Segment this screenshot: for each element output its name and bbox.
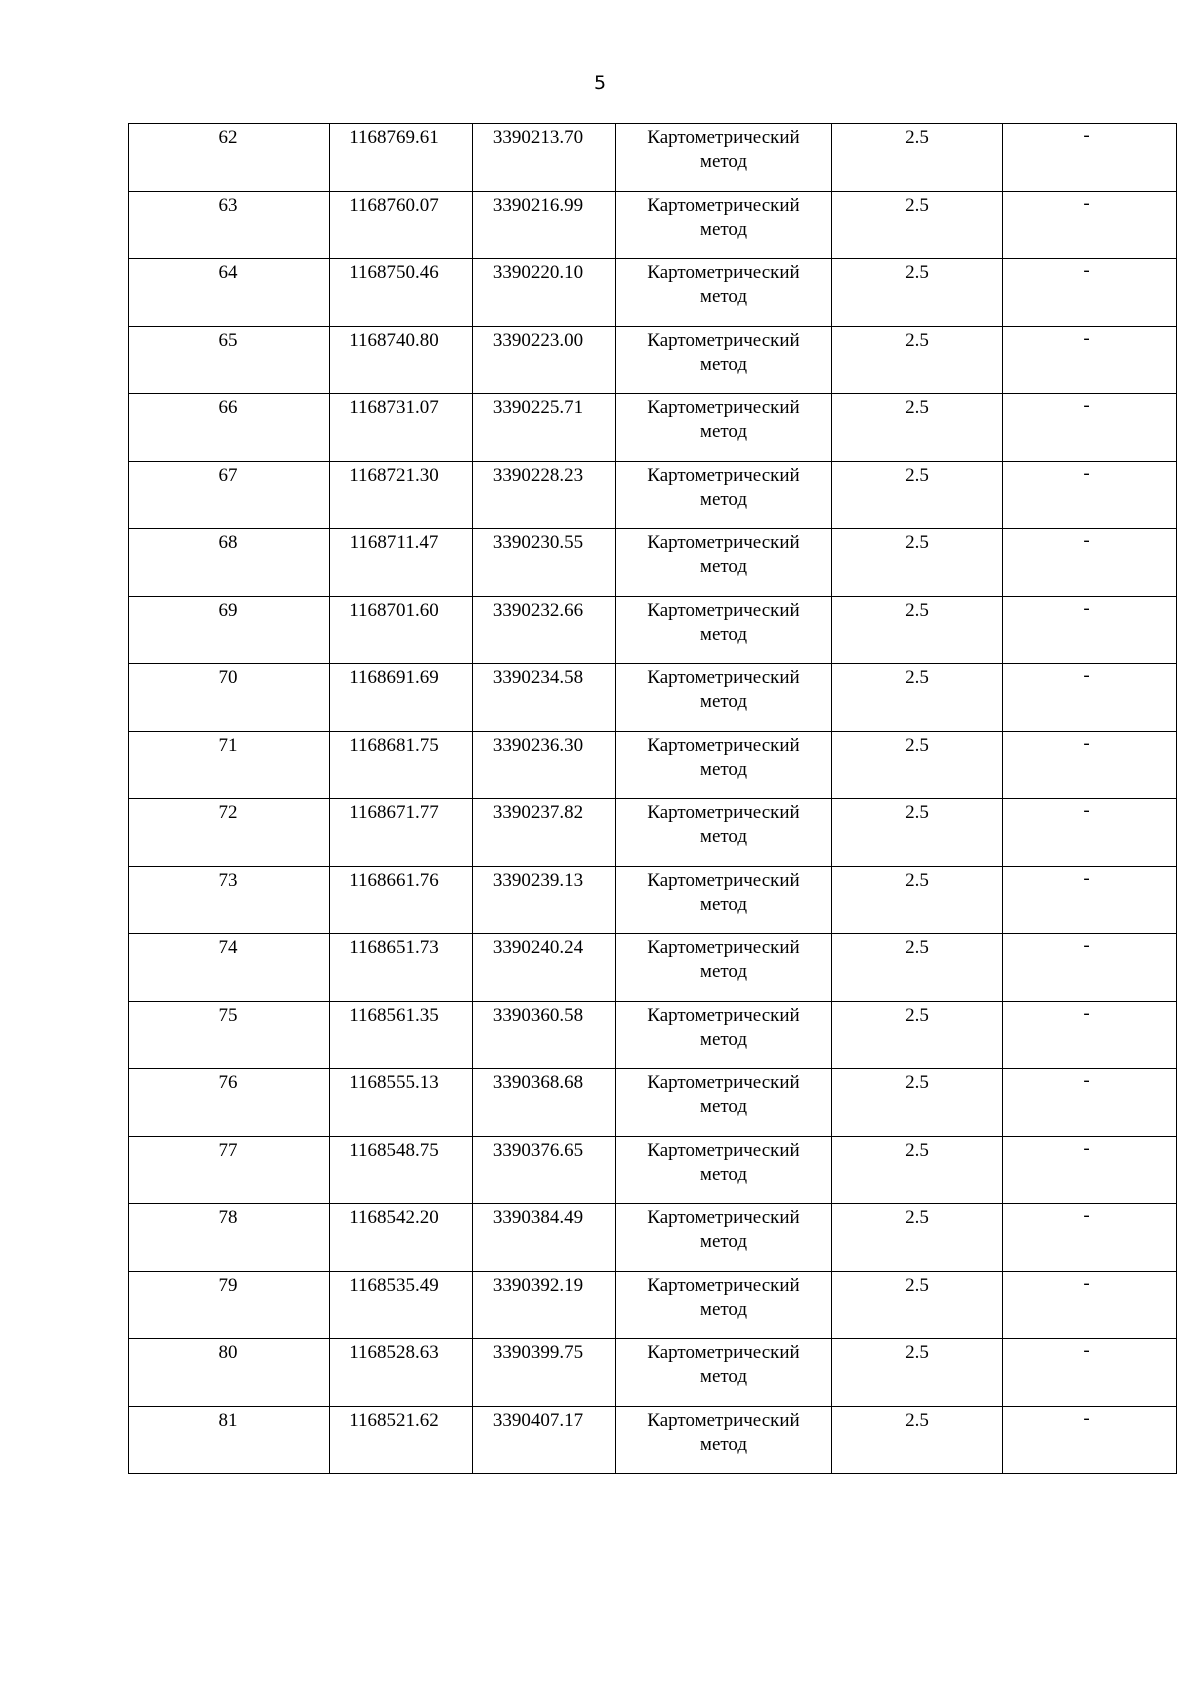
y-coordinate: 3390360.58 — [492, 1004, 584, 1026]
point-number: 70 — [218, 667, 238, 688]
method: Картометрический метод — [647, 464, 800, 510]
x-coordinate: 1168561.35 — [349, 1004, 439, 1026]
description: - — [1083, 1002, 1090, 1024]
point-number-cell — [129, 934, 330, 1002]
accuracy: 2.5 — [905, 1409, 929, 1431]
description-cell — [1003, 394, 1177, 462]
method: Картометрический метод — [647, 532, 800, 577]
point-number-cell — [129, 1406, 330, 1474]
x-coordinate: 1168760.07 — [349, 194, 439, 216]
accuracy: 2.5 — [905, 194, 929, 216]
accuracy-cell — [832, 934, 1003, 1002]
table-row — [129, 731, 1177, 799]
description: - — [1083, 395, 1090, 416]
description-cell — [1003, 124, 1177, 192]
x-coordinate-cell — [330, 259, 473, 327]
accuracy-cell — [832, 1406, 1003, 1474]
y-coordinate: 3390225.71 — [492, 397, 584, 418]
table-row — [129, 529, 1177, 597]
description: - — [1083, 530, 1090, 551]
method-cell — [616, 259, 832, 327]
accuracy-cell — [832, 259, 1003, 327]
method: Картометрический метод — [647, 734, 800, 780]
description-cell — [1003, 1271, 1177, 1339]
description: - — [1083, 597, 1090, 619]
method-cell — [616, 124, 832, 192]
x-coordinate: 1168555.13 — [349, 1072, 439, 1093]
accuracy-cell — [832, 596, 1003, 664]
description-cell — [1003, 1406, 1177, 1474]
description-cell — [1003, 1204, 1177, 1272]
y-coordinate: 3390228.23 — [492, 464, 584, 486]
table-row — [129, 1406, 1177, 1474]
method: Картометрический метод — [647, 1004, 800, 1050]
x-coordinate: 1168711.47 — [349, 532, 439, 553]
method-cell — [616, 326, 832, 394]
method-cell — [616, 799, 832, 867]
method-cell — [616, 1406, 832, 1474]
point-number: 76 — [218, 1072, 238, 1093]
description-cell — [1003, 731, 1177, 799]
point-number-cell — [129, 394, 330, 462]
description: - — [1083, 125, 1090, 146]
y-coordinate-cell — [473, 596, 616, 664]
point-number: 68 — [218, 532, 238, 553]
method: Картометрический метод — [647, 667, 800, 712]
accuracy-cell — [832, 731, 1003, 799]
x-coordinate: 1168535.49 — [349, 1274, 439, 1296]
x-coordinate: 1168651.73 — [349, 937, 439, 958]
point-number: 78 — [218, 1207, 238, 1228]
description: - — [1083, 867, 1090, 889]
page-number: 5 — [593, 72, 607, 94]
description-cell — [1003, 529, 1177, 597]
y-coordinate: 3390213.70 — [492, 127, 584, 148]
x-coordinate-cell — [330, 1406, 473, 1474]
point-number: 72 — [218, 802, 238, 823]
description: - — [1083, 800, 1090, 821]
method-cell — [616, 1204, 832, 1272]
point-number: 66 — [218, 397, 238, 418]
x-coordinate-cell — [330, 124, 473, 192]
point-number: 80 — [218, 1342, 238, 1363]
x-coordinate-cell — [330, 731, 473, 799]
y-coordinate: 3390232.66 — [492, 599, 584, 621]
x-coordinate: 1168521.62 — [349, 1409, 439, 1431]
method: Картометрический метод — [647, 1207, 800, 1252]
table-row — [129, 664, 1177, 732]
method-cell — [616, 1001, 832, 1069]
y-coordinate: 3390407.17 — [492, 1409, 584, 1431]
x-coordinate: 1168769.61 — [349, 127, 439, 148]
method-cell — [616, 596, 832, 664]
method-cell — [616, 1136, 832, 1204]
method: Картометрический метод — [647, 127, 800, 172]
method: Картометрический метод — [647, 329, 800, 375]
accuracy-cell — [832, 1271, 1003, 1339]
point-number: 73 — [218, 869, 238, 891]
description-cell — [1003, 259, 1177, 327]
y-coordinate-cell — [473, 529, 616, 597]
point-number: 67 — [218, 464, 238, 486]
accuracy-cell — [832, 799, 1003, 867]
x-coordinate-cell — [330, 1069, 473, 1137]
x-coordinate-cell — [330, 934, 473, 1002]
accuracy: 2.5 — [905, 532, 929, 553]
accuracy: 2.5 — [905, 464, 929, 486]
y-coordinate-cell — [473, 1271, 616, 1339]
y-coordinate: 3390230.55 — [492, 532, 584, 553]
accuracy: 2.5 — [905, 127, 929, 148]
x-coordinate: 1168548.75 — [349, 1139, 439, 1161]
accuracy: 2.5 — [905, 802, 929, 823]
point-number: 75 — [218, 1004, 238, 1026]
method-cell — [616, 1271, 832, 1339]
method: Картометрический метод — [647, 194, 800, 240]
x-coordinate-cell — [330, 866, 473, 934]
accuracy: 2.5 — [905, 1139, 929, 1161]
y-coordinate-cell — [473, 731, 616, 799]
accuracy: 2.5 — [905, 329, 929, 351]
y-coordinate-cell — [473, 326, 616, 394]
accuracy-cell — [832, 326, 1003, 394]
x-coordinate: 1168721.30 — [349, 464, 439, 486]
description-cell — [1003, 1339, 1177, 1407]
point-number: 69 — [218, 599, 238, 621]
y-coordinate: 3390236.30 — [492, 734, 584, 756]
point-number: 81 — [218, 1409, 238, 1431]
description: - — [1083, 935, 1090, 956]
x-coordinate-cell — [330, 1271, 473, 1339]
x-coordinate-cell — [330, 664, 473, 732]
table-row — [129, 259, 1177, 327]
method-cell — [616, 191, 832, 259]
x-coordinate-cell — [330, 1136, 473, 1204]
accuracy: 2.5 — [905, 1072, 929, 1093]
x-coordinate: 1168671.77 — [349, 802, 439, 823]
y-coordinate: 3390234.58 — [492, 667, 584, 688]
point-number: 62 — [218, 127, 238, 148]
table-row — [129, 1069, 1177, 1137]
point-number-cell — [129, 191, 330, 259]
table-row — [129, 191, 1177, 259]
coordinates-table — [128, 123, 1177, 1474]
y-coordinate-cell — [473, 1001, 616, 1069]
point-number-cell — [129, 664, 330, 732]
point-number-cell — [129, 1069, 330, 1137]
table-row — [129, 1001, 1177, 1069]
description-cell — [1003, 1001, 1177, 1069]
point-number-cell — [129, 596, 330, 664]
point-number: 71 — [218, 734, 238, 756]
description-cell — [1003, 934, 1177, 1002]
method-cell — [616, 1069, 832, 1137]
accuracy: 2.5 — [905, 1342, 929, 1363]
description: - — [1083, 1070, 1090, 1091]
y-coordinate-cell — [473, 259, 616, 327]
method: Картометрический метод — [647, 937, 800, 982]
table-body — [129, 124, 1177, 1474]
point-number-cell — [129, 461, 330, 529]
point-number-cell — [129, 1339, 330, 1407]
y-coordinate: 3390237.82 — [492, 802, 584, 823]
x-coordinate: 1168731.07 — [349, 397, 439, 418]
y-coordinate: 3390220.10 — [492, 262, 584, 283]
description: - — [1083, 260, 1090, 281]
y-coordinate: 3390368.68 — [492, 1072, 584, 1093]
method: Картометрический метод — [647, 1409, 800, 1455]
x-coordinate: 1168528.63 — [349, 1342, 439, 1363]
description-cell — [1003, 326, 1177, 394]
accuracy-cell — [832, 1204, 1003, 1272]
table-row — [129, 461, 1177, 529]
description-cell — [1003, 596, 1177, 664]
x-coordinate-cell — [330, 461, 473, 529]
method: Картометрический метод — [647, 1274, 800, 1320]
y-coordinate-cell — [473, 866, 616, 934]
x-coordinate-cell — [330, 1001, 473, 1069]
point-number-cell — [129, 799, 330, 867]
accuracy: 2.5 — [905, 1004, 929, 1026]
accuracy: 2.5 — [905, 869, 929, 891]
accuracy-cell — [832, 191, 1003, 259]
description-cell — [1003, 664, 1177, 732]
point-number-cell — [129, 529, 330, 597]
method-cell — [616, 394, 832, 462]
accuracy: 2.5 — [905, 937, 929, 958]
description: - — [1083, 192, 1090, 214]
y-coordinate-cell — [473, 664, 616, 732]
accuracy-cell — [832, 664, 1003, 732]
description: - — [1083, 1205, 1090, 1226]
method: Картометрический метод — [647, 869, 800, 915]
description: - — [1083, 732, 1090, 754]
point-number-cell — [129, 731, 330, 799]
point-number-cell — [129, 866, 330, 934]
x-coordinate: 1168750.46 — [349, 262, 439, 283]
accuracy-cell — [832, 1001, 1003, 1069]
y-coordinate-cell — [473, 1406, 616, 1474]
y-coordinate: 3390399.75 — [492, 1342, 584, 1363]
method: Картометрический метод — [647, 397, 800, 442]
description-cell — [1003, 1136, 1177, 1204]
x-coordinate-cell — [330, 529, 473, 597]
method-cell — [616, 731, 832, 799]
description-cell — [1003, 191, 1177, 259]
x-coordinate-cell — [330, 394, 473, 462]
description: - — [1083, 1340, 1090, 1361]
description-cell — [1003, 461, 1177, 529]
y-coordinate: 3390240.24 — [492, 937, 584, 958]
y-coordinate-cell — [473, 191, 616, 259]
y-coordinate: 3390239.13 — [492, 869, 584, 891]
x-coordinate: 1168701.60 — [349, 599, 439, 621]
accuracy-cell — [832, 124, 1003, 192]
y-coordinate-cell — [473, 799, 616, 867]
point-number-cell — [129, 1001, 330, 1069]
table-row — [129, 799, 1177, 867]
description: - — [1083, 1272, 1090, 1294]
method: Картометрический метод — [647, 1139, 800, 1185]
table-row — [129, 596, 1177, 664]
y-coordinate: 3390392.19 — [492, 1274, 584, 1296]
x-coordinate-cell — [330, 191, 473, 259]
y-coordinate-cell — [473, 1069, 616, 1137]
x-coordinate-cell — [330, 326, 473, 394]
method: Картометрический метод — [647, 599, 800, 645]
x-coordinate: 1168542.20 — [349, 1207, 439, 1228]
method: Картометрический метод — [647, 802, 800, 847]
point-number: 65 — [218, 329, 238, 351]
point-number: 74 — [218, 937, 238, 958]
description: - — [1083, 665, 1090, 686]
point-number-cell — [129, 1136, 330, 1204]
x-coordinate: 1168681.75 — [349, 734, 439, 756]
description-cell — [1003, 1069, 1177, 1137]
table-row — [129, 326, 1177, 394]
y-coordinate-cell — [473, 1339, 616, 1407]
method-cell — [616, 529, 832, 597]
accuracy-cell — [832, 394, 1003, 462]
y-coordinate-cell — [473, 124, 616, 192]
x-coordinate: 1168661.76 — [349, 869, 439, 891]
accuracy: 2.5 — [905, 599, 929, 621]
y-coordinate-cell — [473, 1136, 616, 1204]
method: Картометрический метод — [647, 262, 800, 307]
accuracy-cell — [832, 529, 1003, 597]
accuracy-cell — [832, 1339, 1003, 1407]
accuracy-cell — [832, 1136, 1003, 1204]
point-number-cell — [129, 124, 330, 192]
point-number-cell — [129, 326, 330, 394]
y-coordinate: 3390376.65 — [492, 1139, 584, 1161]
table-row — [129, 934, 1177, 1002]
table-row — [129, 1136, 1177, 1204]
accuracy: 2.5 — [905, 667, 929, 688]
method-cell — [616, 934, 832, 1002]
y-coordinate-cell — [473, 1204, 616, 1272]
accuracy: 2.5 — [905, 734, 929, 756]
accuracy: 2.5 — [905, 262, 929, 283]
method-cell — [616, 1339, 832, 1407]
description: - — [1083, 462, 1090, 484]
x-coordinate-cell — [330, 596, 473, 664]
description-cell — [1003, 799, 1177, 867]
table-row — [129, 1271, 1177, 1339]
x-coordinate: 1168740.80 — [349, 329, 439, 351]
y-coordinate: 3390384.49 — [492, 1207, 584, 1228]
method: Картометрический метод — [647, 1072, 800, 1117]
point-number-cell — [129, 259, 330, 327]
accuracy-cell — [832, 461, 1003, 529]
x-coordinate: 1168691.69 — [349, 667, 439, 688]
table-row — [129, 124, 1177, 192]
method-cell — [616, 461, 832, 529]
description-cell — [1003, 866, 1177, 934]
x-coordinate-cell — [330, 799, 473, 867]
accuracy-cell — [832, 866, 1003, 934]
point-number-cell — [129, 1271, 330, 1339]
y-coordinate-cell — [473, 461, 616, 529]
y-coordinate: 3390223.00 — [492, 329, 584, 351]
y-coordinate-cell — [473, 934, 616, 1002]
y-coordinate-cell — [473, 394, 616, 462]
description: - — [1083, 1407, 1090, 1429]
accuracy-cell — [832, 1069, 1003, 1137]
point-number: 77 — [218, 1139, 238, 1161]
point-number-cell — [129, 1204, 330, 1272]
method-cell — [616, 664, 832, 732]
x-coordinate-cell — [330, 1339, 473, 1407]
description: - — [1083, 1137, 1090, 1159]
method-cell — [616, 866, 832, 934]
accuracy: 2.5 — [905, 1207, 929, 1228]
accuracy: 2.5 — [905, 1274, 929, 1296]
method: Картометрический метод — [647, 1342, 800, 1387]
table-row — [129, 1204, 1177, 1272]
point-number: 63 — [218, 194, 238, 216]
accuracy: 2.5 — [905, 397, 929, 418]
point-number: 79 — [218, 1274, 238, 1296]
table-row — [129, 1339, 1177, 1407]
y-coordinate: 3390216.99 — [492, 194, 584, 216]
description: - — [1083, 327, 1090, 349]
x-coordinate-cell — [330, 1204, 473, 1272]
point-number: 64 — [218, 262, 238, 283]
table-row — [129, 866, 1177, 934]
table-row — [129, 394, 1177, 462]
